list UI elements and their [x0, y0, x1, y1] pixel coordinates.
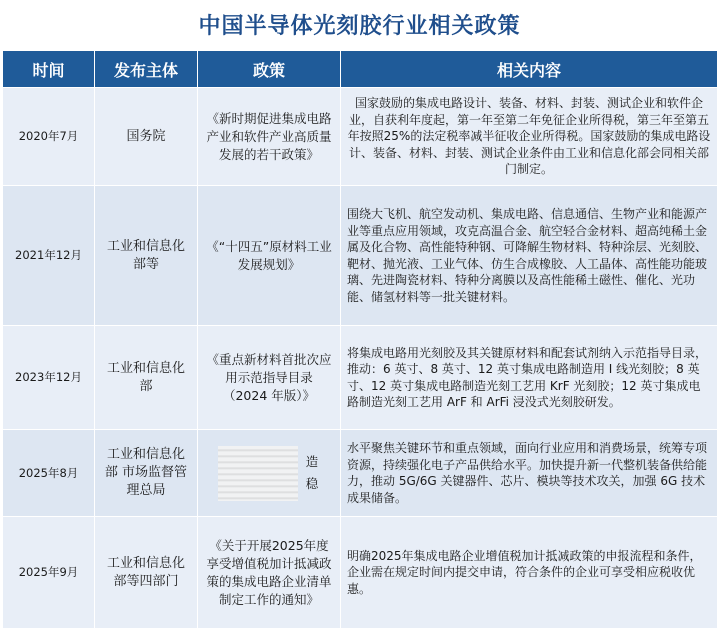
row-policy: 《重点新材料首批次应用示范指导目录（2024 年版）》 — [198, 326, 341, 430]
blurred-region — [218, 446, 298, 501]
row-content: 围绕大飞机、航空发动机、集成电路、信息通信、生物产业和能源产业等重点应用领域，攻克高温合金、航空轻合金材料、超高纯稀土金属及化合物、高性能特种钢、可降解生物材料、特种涂层、光刻胶、靶材、抛光液、工业气体、仿生合成橡胶、人工晶体、高性能功能玻璃、先进陶瓷材料、特种分离膜以及高性能稀土磁性、催化、光功能、储氢材料等一批关键材料。 — [341, 186, 718, 326]
row-issuer: 工业和信息化部 — [95, 326, 198, 430]
row-time: 2023年12月 — [3, 326, 95, 430]
row-time: 2025年9月 — [3, 517, 95, 629]
row-content: 国家鼓励的集成电路设计、装备、材料、封装、测试企业和软件企业，自获利年度起，第一年至第二年免征企业所得税，第三年至第五年按照25%的法定税率减半征收企业所得税。国家鼓励的集成电路设计、装备、材料、封装、测试企业条件由工业和信息化部会同相关部门制定。 — [341, 88, 718, 186]
row-time: 2020年7月 — [3, 88, 95, 186]
row-policy: 《“十四五”原材料工业发展规划》 — [198, 186, 341, 326]
row-content: 明确2025年集成电路企业增值税加计抵减政策的申报流程和条件，企业需在规定时间内提交申请，符合条件的企业可享受相应税收优惠。 — [341, 517, 718, 629]
row-policy: 《关于开展2025年度享受增值税加计抵减政策的集成电路企业清单制定工作的通知》 — [198, 517, 341, 629]
row-policy-obscured — [198, 430, 341, 517]
row-time: 2021年12月 — [3, 186, 95, 326]
page-title: 中国半导体光刻胶行业相关政策 — [198, 13, 521, 39]
row-issuer: 工业和信息化部等 — [95, 186, 198, 326]
row-time: 2025年8月 — [3, 430, 95, 517]
table-row — [3, 326, 718, 430]
policy-table — [2, 50, 718, 629]
row-content: 水平聚焦关键环节和重点领域，面向行业应用和消费场景，统筹专项资源，持续强化电子产品供给水平。加快提升新一代整机装备供给能力，推动 5G/6G 关键器件、芯片、模块等技术攻关，加强 6G 技术成果储备。 — [341, 430, 718, 517]
header-policy: 政策 — [198, 51, 341, 88]
row-issuer: 国务院 — [95, 88, 198, 186]
table-row — [3, 88, 718, 186]
header-content: 相关内容 — [341, 51, 718, 88]
header-time: 时间 — [3, 51, 95, 88]
header-issuer: 发布主体 — [95, 51, 198, 88]
row-content: 将集成电路用光刻胶及其关键原材料和配套试剂纳入示范指导目录，推动：6 英寸、8 英寸、12 英寸集成电路制造用 I 线光刻胶；8 英寸、12 英寸集成电路制造光刻工艺用 KrF 光刻胶；12 英寸集成电路制造光刻工艺用 ArF 和 ArFi 浸没式光刻胶研发。 — [341, 326, 718, 430]
header-row — [3, 51, 718, 88]
row-policy: 《新时期促进集成电路产业和软件产业高质量发展的若干政策》 — [198, 88, 341, 186]
table-row — [3, 517, 718, 629]
row-policy-fragment: 造稳 — [305, 454, 319, 491]
table-row — [3, 430, 718, 517]
table-row — [3, 186, 718, 326]
row-issuer: 工业和信息化部等四部门 — [95, 517, 198, 629]
row-issuer: 工业和信息化部 市场监督管理总局 — [95, 430, 198, 517]
